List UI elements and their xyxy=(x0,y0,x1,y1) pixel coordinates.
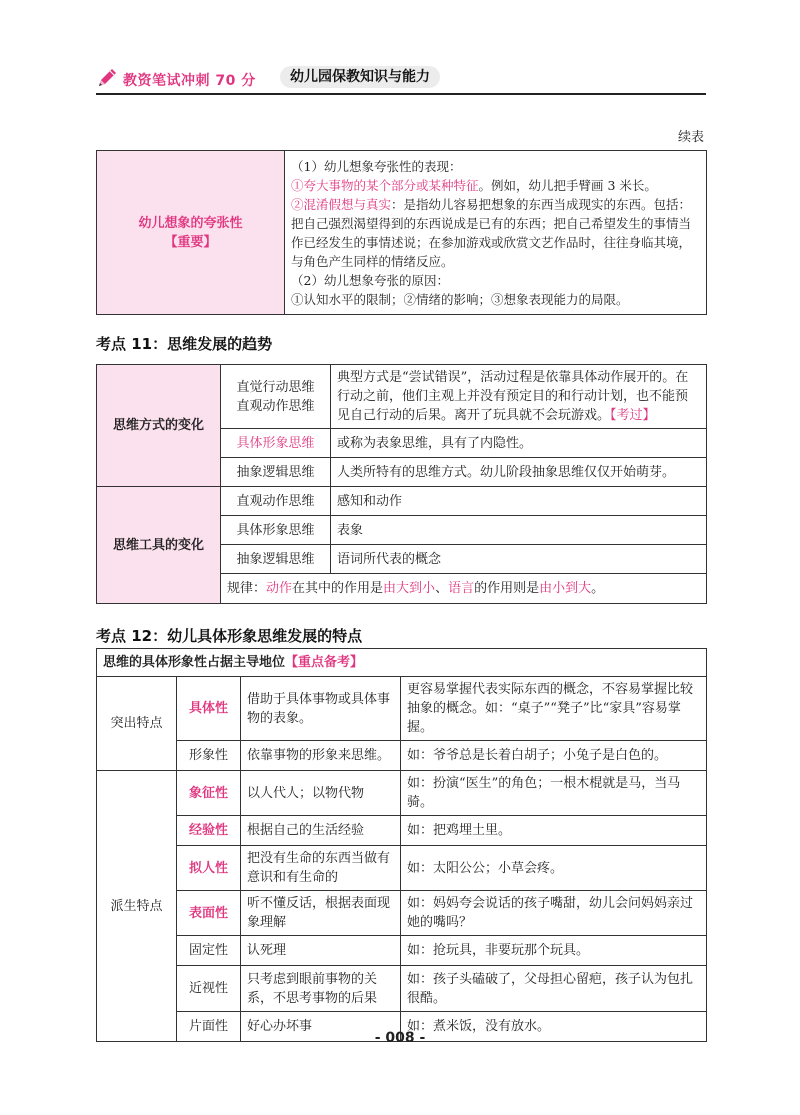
content-line: （2）幼儿想象夸张的原因： xyxy=(291,272,449,288)
trait-desc: 把没有生命的东西当做有意识和有生命的 xyxy=(241,846,401,891)
trait-example: 如：妈妈夸会说话的孩子嘴甜，幼儿会问妈妈亲过她的嘴吗？ xyxy=(401,891,707,936)
trait-example: 如：扮演“医生”的角色；一根木棍就是马，当马骑。 xyxy=(401,771,707,816)
trait-name: 近视性 xyxy=(177,966,241,1012)
trait-name: 经验性 xyxy=(177,816,241,846)
page-number: - 008 - xyxy=(374,1030,426,1046)
trait-desc: 以人代人；以物代物 xyxy=(241,771,401,816)
group-derived: 派生特点 xyxy=(97,771,177,1042)
continued-label: 续表 xyxy=(677,130,704,145)
trait-desc: 借助于具体事物或具体事物的表象。 xyxy=(241,677,401,741)
thinking-type: 抽象逻辑思维 xyxy=(221,458,331,487)
thinking-trend-table xyxy=(96,364,707,604)
section-11-title: 考点 11：思维发展的趋势 xyxy=(96,335,273,353)
trait-name: 形象性 xyxy=(177,741,241,771)
thinking-desc: 人类所特有的思维方式。幼儿阶段抽象思维仅仅开始萌芽。 xyxy=(331,458,707,487)
section-12-title: 考点 12：幼儿具体形象思维发展的特点 xyxy=(96,627,363,645)
group-prominent: 突出特点 xyxy=(97,677,177,771)
trait-name: 片面性 xyxy=(177,1012,241,1042)
pencil-icon xyxy=(96,67,118,89)
thinking-type: 直觉行动思维 直观动作思维 xyxy=(221,365,331,429)
book-title: 教资笔试冲刺 70 分 xyxy=(123,73,256,89)
page-header xyxy=(96,66,706,92)
trait-name: 象征性 xyxy=(177,771,241,816)
imagination-table xyxy=(96,150,707,315)
trait-name: 表面性 xyxy=(177,891,241,936)
thinking-type: 具体形象思维 xyxy=(221,429,331,458)
priority-tag: 【重点备考】 xyxy=(285,655,364,670)
trait-example: 如：抢玩具，非要玩那个玩具。 xyxy=(401,936,707,966)
content-line: ①夸大事物的某个部分或某种特征。例如，幼儿把手臂画 3 米长。 xyxy=(291,177,657,193)
trait-example: 如：把鸡埋土里。 xyxy=(401,816,707,846)
trait-desc: 根据自己的生活经验 xyxy=(241,816,401,846)
thinking-type: 抽象逻辑思维 xyxy=(221,545,331,574)
trait-name: 固定性 xyxy=(177,936,241,966)
thinking-desc: 或称为表象思维，具有了内隐性。 xyxy=(331,429,707,458)
content-line: （1）幼儿想象夸张性的表现： xyxy=(291,158,462,174)
content-line: ②混淆假想与真实：是指幼儿容易把想象的东西当成现实的东西。包括：把自己强烈渴望得到的东西说成是已有的东西；把自己希望发生的事情当作已经发生的事情述说；在参加游戏或欣赏文艺作品时，往往身临其境，与角色产生同样的情绪反应。 xyxy=(291,196,692,269)
tested-tag: 【考过】 xyxy=(610,408,656,423)
trait-example: 更容易掌握代表实际东西的概念，不容易掌握比较抽象的概念。如：“桌子”“凳子”比“家具”容易掌握。 xyxy=(401,677,707,741)
thinking-type: 直观动作思维 xyxy=(221,487,331,516)
concrete-thinking-table xyxy=(96,648,707,1042)
trait-desc: 认死理 xyxy=(241,936,401,966)
imagination-content xyxy=(285,151,707,315)
trait-name: 具体性 xyxy=(177,677,241,741)
rule-row: 规律：动作在其中的作用是由大到小、语言的作用则是由小到大。 xyxy=(221,574,707,604)
trait-name: 拟人性 xyxy=(177,846,241,891)
imagination-label: 幼儿想象的夸张性 xyxy=(138,215,243,231)
group-thinking-tool: 思维工具的变化 xyxy=(97,487,221,604)
thinking-type: 具体形象思维 xyxy=(221,516,331,545)
trait-example: 如：煮米饭，没有放水。 xyxy=(401,1012,707,1042)
trait-desc: 好心办坏事 xyxy=(241,1012,401,1042)
imagination-label-cell xyxy=(97,151,285,315)
trait-example: 如：太阳公公；小草会疼。 xyxy=(401,846,707,891)
group-thinking-mode: 思维方式的变化 xyxy=(97,365,221,487)
important-tag: 【重要】 xyxy=(164,234,217,250)
thinking-desc: 语词所代表的概念 xyxy=(331,545,707,574)
content-line: ①认知水平的限制；②情绪的影响；③想象表现能力的局限。 xyxy=(291,291,629,307)
trait-desc: 依靠事物的形象来思维。 xyxy=(241,741,401,771)
trait-desc: 听不懂反话，根据表面现象理解 xyxy=(241,891,401,936)
trait-example: 如：爷爷总是长着白胡子；小兔子是白色的。 xyxy=(401,741,707,771)
header-divider xyxy=(96,93,706,95)
table-head: 思维的具体形象性占据主导地位【重点备考】 xyxy=(97,649,707,677)
subject-title: 幼儿园保教知识与能力 xyxy=(280,66,440,88)
thinking-desc: 表象 xyxy=(331,516,707,545)
thinking-desc: 典型方式是“尝试错误”，活动过程是依靠具体动作展开的。在行动之前，他们主观上并没有预定目的和行动计划，也不能预见自己行动的后果。离开了玩具就不会玩游戏。【考过】 xyxy=(331,365,707,429)
thinking-desc: 感知和动作 xyxy=(331,487,707,516)
trait-example: 如：孩子头磕破了，父母担心留疤，孩子认为包扎很酷。 xyxy=(401,966,707,1012)
trait-desc: 只考虑到眼前事物的关系，不思考事物的后果 xyxy=(241,966,401,1012)
